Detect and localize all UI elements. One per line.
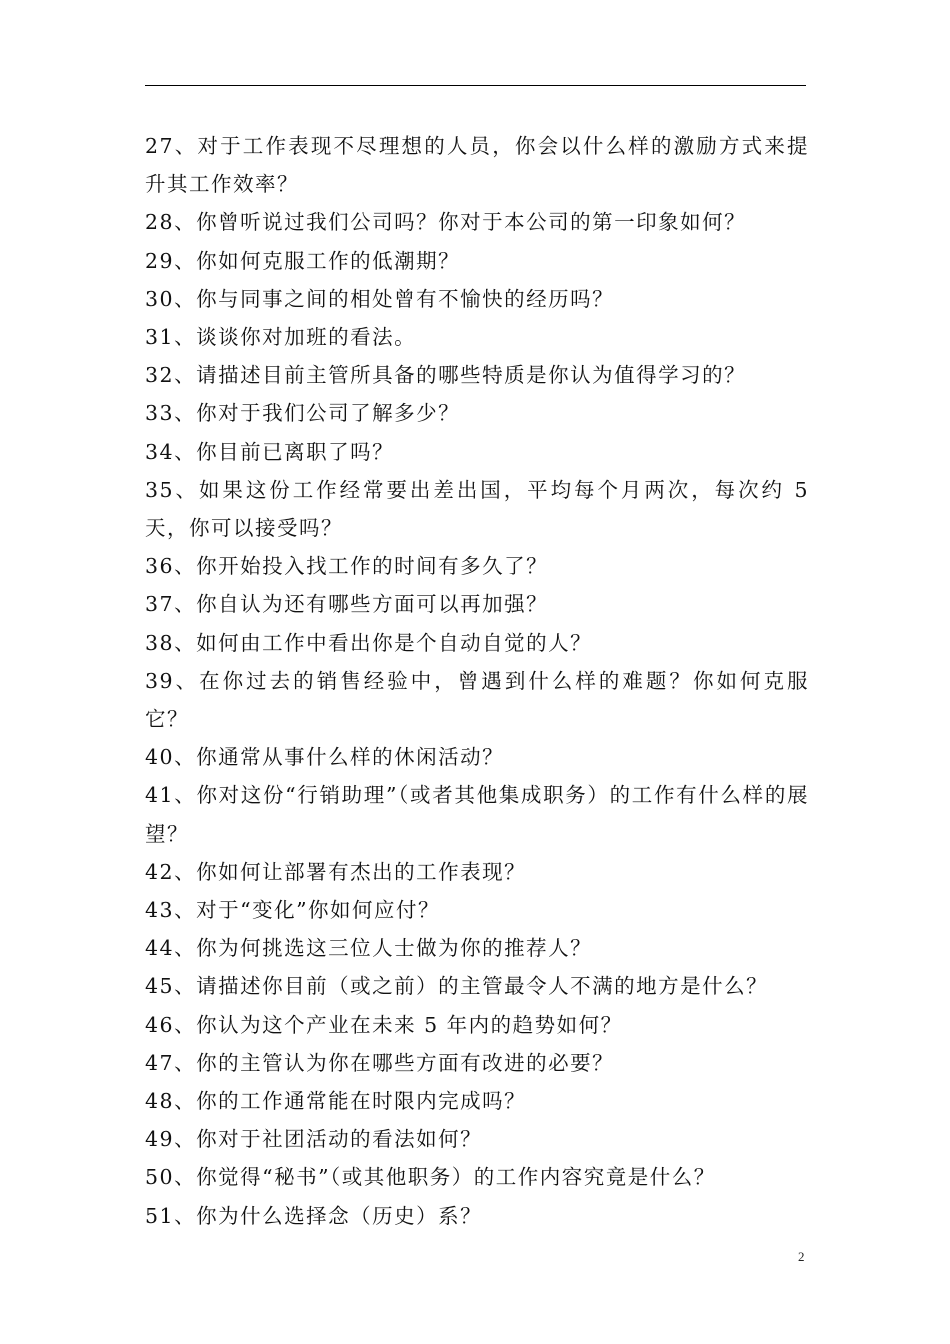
question-item: [145, 203, 809, 241]
question-item: [145, 853, 809, 891]
question-item: [145, 585, 809, 623]
question-number: 32、: [145, 363, 197, 388]
question-item: [145, 1006, 809, 1044]
question-item: [145, 738, 809, 776]
question-number: 44、: [145, 936, 197, 961]
question-list: [145, 127, 809, 1235]
question-number: 48、: [145, 1089, 197, 1114]
question-item: [145, 394, 809, 432]
question-text: 你如何克服工作的低潮期？: [196, 248, 461, 273]
question-number: 41、: [145, 783, 197, 808]
header-rule: [145, 85, 806, 86]
question-text: 如果这份工作经常要出差出国，平均每个月两次，每次约 5 天，你可以接受吗？: [145, 477, 809, 541]
question-number: 33、: [145, 401, 197, 426]
question-text: 你的主管认为你在哪些方面有改进的必要？: [196, 1050, 615, 1075]
question-text: 你对于社团活动的看法如何？: [196, 1127, 483, 1152]
question-item: [145, 1158, 809, 1196]
question-item: [145, 662, 809, 738]
question-text: 对于工作表现不尽理想的人员，你会以什么样的激励方式来提升其工作效率？: [145, 134, 809, 197]
question-text: 你对这份“行销助理”（或者其他集成职务）的工作有什么样的展望？: [145, 783, 809, 846]
question-text: 如何由工作中看出你是个自动自觉的人？: [196, 630, 593, 655]
question-text: 在你过去的销售经验中，曾遇到什么样的难题？你如何克服它？: [145, 668, 809, 732]
question-text: 你为何挑选这三位人士做为你的推荐人？: [196, 936, 593, 961]
question-number: 40、: [145, 745, 197, 770]
question-item: [145, 471, 809, 547]
question-number: 42、: [145, 859, 197, 884]
question-item: [145, 242, 809, 280]
question-number: 39、: [145, 668, 200, 693]
question-number: 51、: [145, 1203, 197, 1228]
question-number: 30、: [145, 286, 197, 311]
question-text: 你为什么选择念（历史）系？: [196, 1203, 483, 1228]
question-text: 你通常从事什么样的休闲活动？: [196, 745, 505, 770]
question-item: [145, 127, 809, 203]
question-text: 请描述目前主管所具备的哪些特质是你认为值得学习的？: [196, 363, 747, 388]
question-item: [145, 929, 809, 967]
question-item: [145, 1044, 809, 1082]
question-number: 28、: [145, 210, 197, 235]
question-item: [145, 1197, 809, 1235]
question-number: 27、: [145, 134, 198, 158]
question-number: 37、: [145, 592, 197, 617]
question-text: 你如何让部署有杰出的工作表现？: [196, 859, 527, 884]
question-item: [145, 624, 809, 662]
question-number: 46、: [145, 1012, 197, 1037]
question-number: 47、: [145, 1050, 197, 1075]
question-number: 35、: [145, 477, 199, 502]
question-number: 36、: [145, 554, 197, 579]
question-item: [145, 280, 809, 318]
question-text: 你觉得“秘书”（或其他职务）的工作内容究竟是什么？: [196, 1165, 716, 1190]
question-item: [145, 1082, 809, 1120]
question-number: 31、: [145, 325, 197, 350]
question-item: [145, 318, 809, 356]
question-text: 请描述你目前（或之前）的主管最令人不满的地方是什么？: [196, 974, 769, 999]
question-number: 38、: [145, 630, 197, 655]
question-number: 49、: [145, 1127, 197, 1152]
question-number: 45、: [145, 974, 197, 999]
question-item: [145, 776, 809, 852]
question-text: 你曾听说过我们公司吗？你对于本公司的第一印象如何？: [196, 210, 747, 235]
question-item: [145, 356, 809, 394]
question-number: 43、: [145, 898, 197, 923]
question-text: 你的工作通常能在时限内完成吗？: [196, 1089, 527, 1114]
question-text: 你开始投入找工作的时间有多久了？: [196, 554, 549, 579]
page-number: 2: [798, 1249, 805, 1264]
question-text: 你自认为还有哪些方面可以再加强？: [196, 592, 549, 617]
question-text: 你对于我们公司了解多少？: [196, 401, 461, 426]
question-number: 34、: [145, 439, 197, 464]
question-number: 50、: [145, 1165, 197, 1190]
question-text: 谈谈你对加班的看法。: [196, 325, 417, 350]
question-text: 你目前已离职了吗？: [196, 439, 395, 464]
question-text: 你与同事之间的相处曾有不愉快的经历吗？: [196, 286, 615, 311]
question-text: 对于“变化”你如何应付？: [196, 898, 441, 923]
question-number: 29、: [145, 248, 197, 273]
question-item: [145, 891, 809, 929]
question-item: [145, 547, 809, 585]
question-item: [145, 1120, 809, 1158]
question-item: [145, 967, 809, 1005]
question-text: 你认为这个产业在未来 5 年内的趋势如何？: [196, 1012, 623, 1037]
question-item: [145, 433, 809, 471]
